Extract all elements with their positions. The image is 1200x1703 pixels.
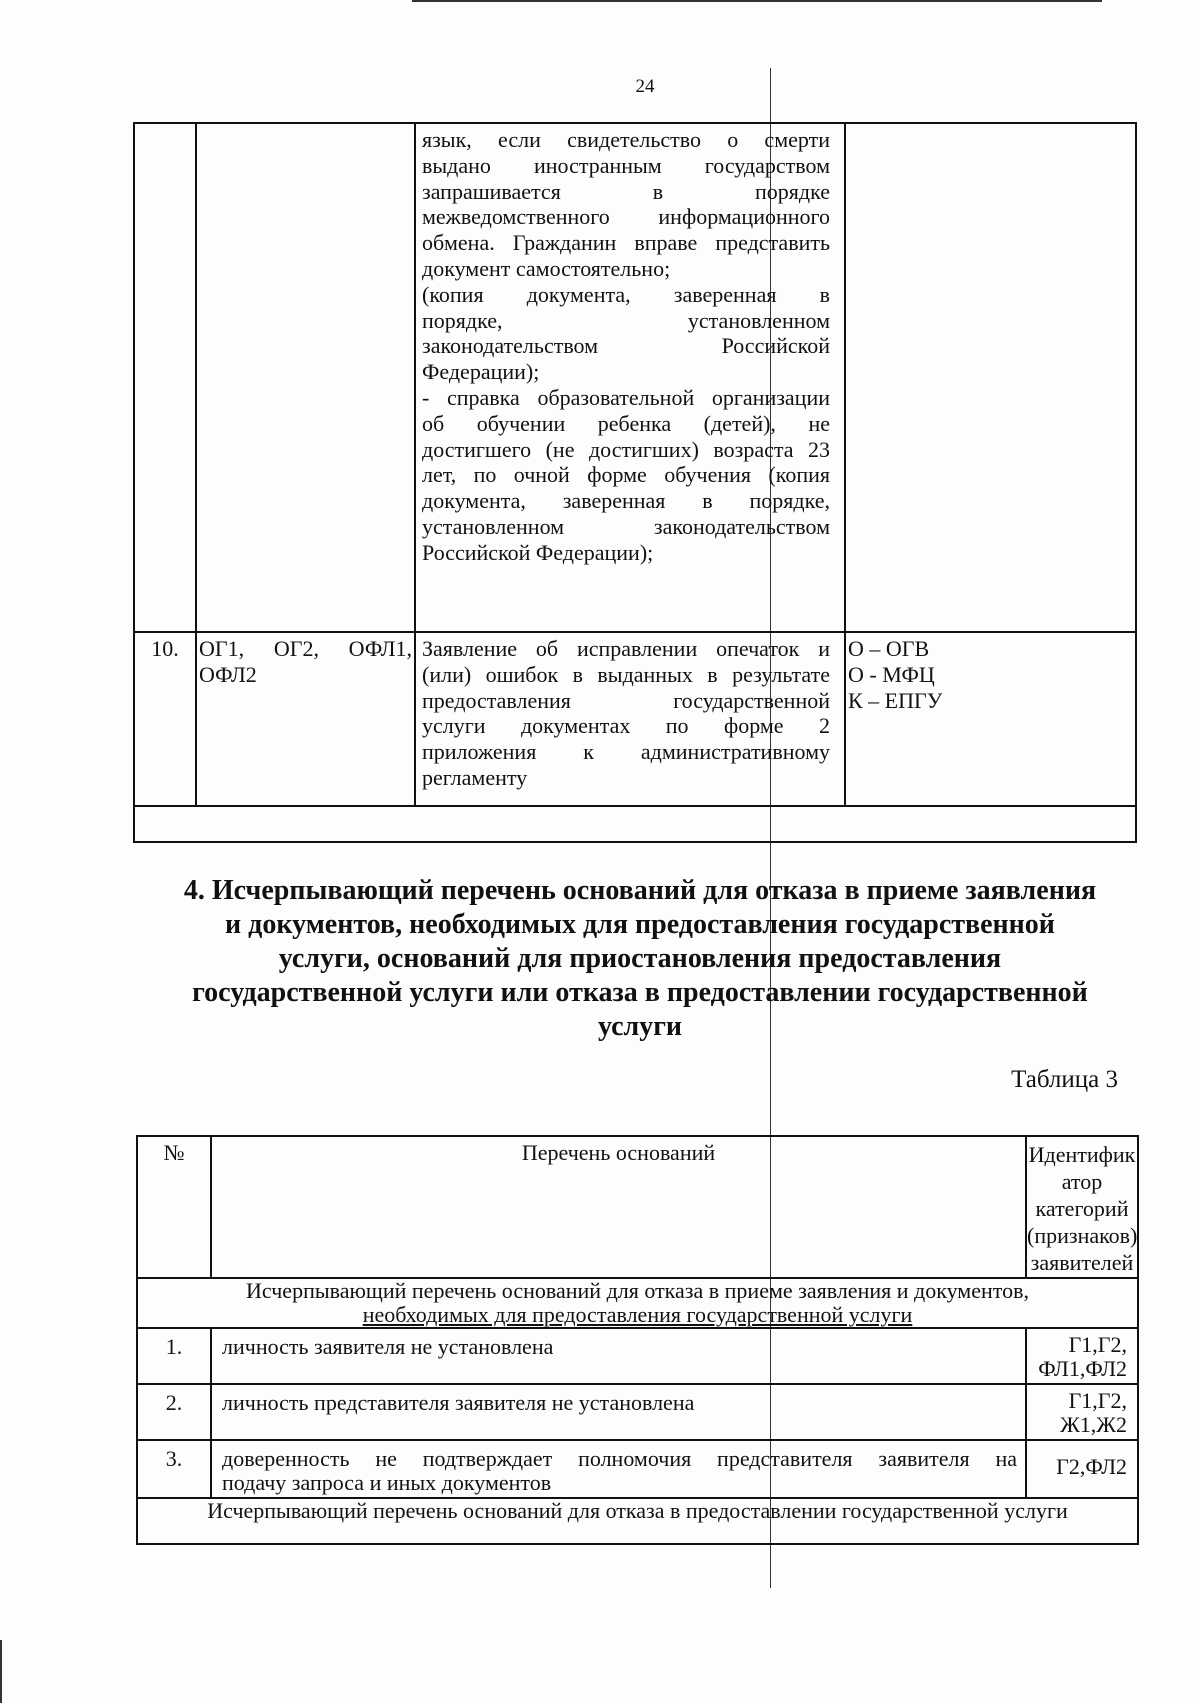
documents-table: [133, 122, 1137, 843]
text-line: Заявление об исправлении опечаток и: [422, 636, 830, 661]
text-line: документа, заверенная в порядке,: [422, 488, 830, 514]
text-line: язык, если свидетельство о смерти: [422, 127, 830, 152]
documents-cell: [415, 632, 845, 806]
heading-line: услуги, оснований для приостановления предоставления: [278, 943, 1002, 974]
reason-cell: [211, 1440, 1026, 1498]
row-number: 1.: [165, 1334, 183, 1359]
applicant-cell: [196, 123, 415, 632]
table-row-empty: [134, 806, 1136, 842]
documents-cell: [415, 123, 845, 632]
text-line: Федерации);: [422, 359, 540, 385]
section-row: [137, 1498, 1138, 1544]
table-header-row: [137, 1136, 1138, 1278]
channels-cell: [845, 632, 1136, 806]
text-line: Исчерпывающий перечень оснований для отказа в предоставлении государственной услуги: [207, 1498, 1068, 1523]
row-number: 3.: [165, 1446, 183, 1471]
heading-line: и документов, необходимых для предоставления государственной: [225, 909, 1055, 940]
header-number: [137, 1136, 211, 1278]
channel-item: К – ЕПГУ: [848, 687, 943, 713]
text-line: обмена. Гражданин вправе представить: [422, 230, 830, 256]
text-line: (признаков): [1027, 1223, 1138, 1248]
header-reasons: [211, 1136, 1026, 1278]
heading-line: услуги: [597, 1011, 683, 1042]
table-label: Таблица 3: [1011, 1066, 1118, 1093]
channel-item: О - МФЦ: [848, 661, 935, 687]
reason-cell: [211, 1328, 1026, 1384]
section-row: [137, 1278, 1138, 1328]
text-line: выдано иностранным государством: [422, 152, 830, 178]
header-reasons-text: Перечень оснований: [521, 1140, 716, 1165]
row-number-cell: [134, 123, 196, 632]
header-number-text: №: [163, 1140, 185, 1165]
scan-left-edge: [0, 1640, 2, 1703]
text-line: категорий: [1035, 1196, 1129, 1221]
text-line: Г1,Г2,: [1068, 1388, 1127, 1413]
table-row: [134, 632, 1136, 806]
identifier-cell: [1026, 1328, 1138, 1384]
text-line: порядке, установленном: [422, 307, 830, 333]
table-row: [137, 1440, 1138, 1498]
row-number-cell: [137, 1384, 211, 1440]
reason-cell: [211, 1384, 1026, 1440]
text-line: документ самостоятельно;: [422, 255, 671, 281]
row-number-cell: [137, 1328, 211, 1384]
text-line: межведомственного информационного: [422, 204, 830, 230]
identifier-text: Г2,ФЛ2: [1056, 1454, 1127, 1479]
reason-text: личность заявителя не установлена: [222, 1334, 554, 1359]
text-line: лет, по очной форме обучения (копия: [422, 462, 830, 488]
identifier-cell: [1026, 1384, 1138, 1440]
heading-line: государственной услуги или отказа в предоставлении государственной: [192, 977, 1088, 1008]
text-line: законодательством Российской: [422, 333, 830, 359]
text-line: приложения к административному: [422, 739, 830, 765]
text-line: услуги документах по форме 2: [422, 713, 830, 739]
identifier-cell: [1026, 1440, 1138, 1498]
scan-top-edge: [412, 0, 1102, 2]
text-line: необходимых для предоставления государственной услуги: [362, 1302, 913, 1327]
text-line: установленном законодательством: [422, 513, 830, 539]
page-number: 24: [635, 76, 655, 97]
section-cell: [137, 1498, 1138, 1544]
channels-cell: [845, 123, 1136, 632]
text-line: Исчерпывающий перечень оснований для отказа в приеме заявления и документов,: [246, 1278, 1029, 1303]
text-line: Идентифик: [1028, 1142, 1136, 1167]
refusal-grounds-table: [136, 1135, 1139, 1545]
text-line: (копия документа, заверенная в: [422, 281, 830, 307]
text-line: атор: [1061, 1169, 1103, 1194]
text-line: Ж1,Ж2: [1060, 1412, 1127, 1437]
table-row: [134, 123, 1136, 632]
applicant-codes: ОГ1, ОГ2, ОФЛ1, ОФЛ2: [199, 636, 412, 687]
text-line: предоставления государственной: [422, 687, 830, 713]
row-number-cell: [134, 632, 196, 806]
table-row: [137, 1328, 1138, 1384]
text-line: Российской Федерации);: [422, 539, 654, 565]
reason-text: личность представителя заявителя не установлена: [222, 1390, 695, 1415]
header-identifier: [1026, 1136, 1138, 1278]
text-line: доверенность не подтверждает полномочия представителя заявителя на: [222, 1446, 1017, 1471]
text-line: об обучении ребенка (детей), не: [422, 410, 830, 436]
section-cell: [137, 1278, 1138, 1328]
text-line: - справка образовательной организации: [422, 384, 830, 410]
channel-item: О – ОГВ: [848, 636, 930, 661]
text-line: (или) ошибок в выданных в результате: [422, 661, 830, 687]
text-line: подачу запроса и иных документов: [222, 1470, 552, 1495]
applicant-cell: [196, 632, 415, 806]
text-line: заявителей: [1030, 1250, 1134, 1275]
text-line: достигшего (не достигших) возраста 23: [422, 436, 830, 462]
text-line: запрашивается в порядке: [422, 178, 830, 204]
heading-line: 4. Исчерпывающий перечень оснований для отказа в приеме заявления: [183, 875, 1097, 906]
row-number: 2.: [165, 1390, 183, 1415]
section-heading: [140, 874, 1140, 1044]
table-row: [137, 1384, 1138, 1440]
text-line: ФЛ1,ФЛ2: [1038, 1356, 1127, 1381]
row-number: 10.: [151, 636, 179, 661]
text-line: регламенту: [422, 764, 528, 790]
text-line: Г1,Г2,: [1068, 1332, 1127, 1357]
empty-cell: [134, 806, 1136, 842]
row-number-cell: [137, 1440, 211, 1498]
